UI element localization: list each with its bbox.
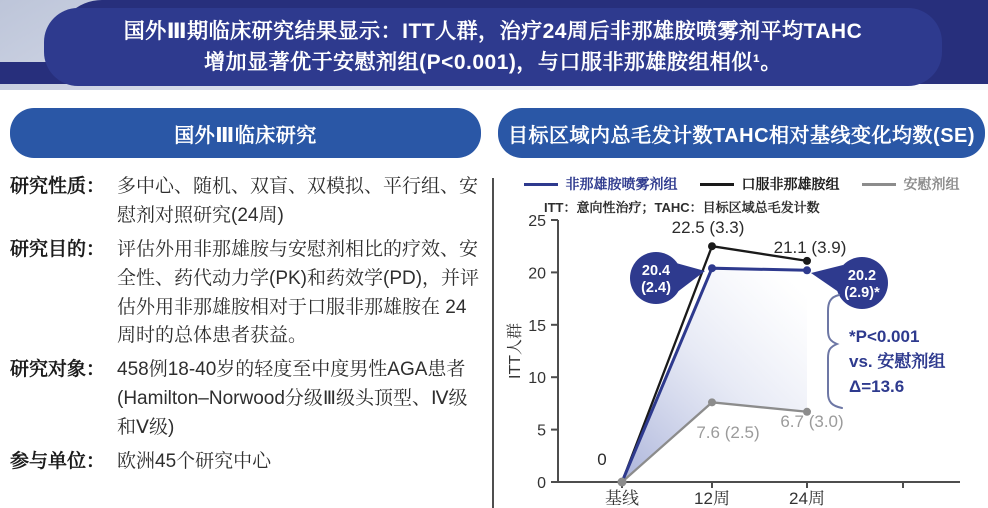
callout-text: 20.2 — [847, 268, 877, 284]
difference-brace — [828, 295, 842, 408]
legend-label: 非那雄胺喷雾剂组 — [565, 176, 678, 192]
legend-label: 安慰剂组 — [903, 176, 960, 192]
info-row-study-subjects — [10, 356, 481, 443]
annotation-line-1: vs. 安慰剂组 — [849, 352, 946, 371]
origin-value-label: 0 — [597, 450, 607, 469]
y-tick-label: 0 — [537, 475, 546, 492]
point-label: 22.5 (3.3) — [671, 218, 745, 237]
callout-text: 20.4 — [641, 263, 671, 279]
data-point — [708, 264, 716, 272]
left-panel-title: 国外Ⅲ临床研究 — [10, 108, 481, 158]
callout-text: (2.4) — [641, 280, 671, 296]
tahc-chart-panel — [498, 108, 985, 508]
point-label: 21.1 (3.9) — [773, 238, 847, 257]
vertical-divider — [492, 178, 494, 508]
y-tick-label: 15 — [528, 317, 546, 335]
y-tick-label: 5 — [537, 422, 546, 440]
info-label: 研究目的： — [10, 238, 106, 260]
info-row-study-objective — [10, 236, 481, 352]
y-tick-label: 10 — [528, 370, 546, 388]
info-text: 评估外用非那雄胺与安慰剂相比的疗效、安全性、药代动力学(PK)和药效学(PD)，并评估外用非那雄胺相对于口服非那雄胺在 24 周时的总体患者获益。 — [117, 238, 480, 347]
banner — [44, 8, 942, 86]
x-tick-label: 12周 — [694, 489, 730, 508]
y-tick-label: 20 — [528, 265, 546, 283]
data-point — [803, 257, 811, 265]
info-label: 研究性质： — [10, 176, 106, 197]
data-point — [708, 242, 716, 250]
info-text: 多中心、随机、双盲、双模拟、平行组、安慰剂对照研究(24周) — [117, 176, 479, 226]
tahc-line-chart — [498, 165, 985, 508]
legend-label: 口服非那雄胺组 — [741, 176, 840, 192]
baseline-point — [618, 478, 627, 487]
info-row-study-design — [10, 173, 481, 231]
data-point — [708, 398, 716, 406]
x-tick-label: 基线 — [605, 489, 639, 508]
callout-text: (2.9)* — [844, 285, 880, 301]
info-text: 欧洲45个研究中心 — [117, 450, 272, 472]
x-tick-label: 24周 — [789, 489, 825, 508]
info-label: 参与单位： — [10, 450, 106, 472]
point-label: 7.6 (2.5) — [696, 423, 760, 442]
banner-line1: 国外Ⅲ期临床研究结果显示：ITT人群，治疗24周后非那雄胺喷雾剂平均TAHC — [123, 19, 863, 43]
data-point — [803, 266, 811, 274]
info-label: 研究对象： — [10, 359, 106, 381]
annotation-line-0: *P<0.001 — [849, 327, 920, 346]
banner-line2: 增加显著优于安慰剂组(P<0.001)，与口服非那雄胺组相似¹。 — [204, 51, 782, 74]
study-info-panel — [10, 108, 481, 482]
y-tick-label: 25 — [528, 213, 546, 230]
annotation-line-2: Δ=13.6 — [849, 377, 905, 396]
point-label: 6.7 (3.0) — [780, 412, 844, 431]
header-banner-area — [0, 0, 988, 90]
chart-abbreviation-note: ITT：意向性治疗；TAHC：目标区域总毛发计数 — [544, 200, 820, 215]
y-axis-label: ITT人群 — [507, 323, 524, 379]
study-info-list — [10, 173, 481, 477]
info-text: 458例18-40岁的轻度至中度男性AGA患者(Hamilton–Norwood分级Ⅲ级头顶型、Ⅳ级和Ⅴ级) — [117, 359, 468, 438]
info-row-participating-sites — [10, 448, 481, 477]
right-panel-title: 目标区域内总毛发计数TAHC相对基线变化均数(SE) — [498, 108, 985, 158]
